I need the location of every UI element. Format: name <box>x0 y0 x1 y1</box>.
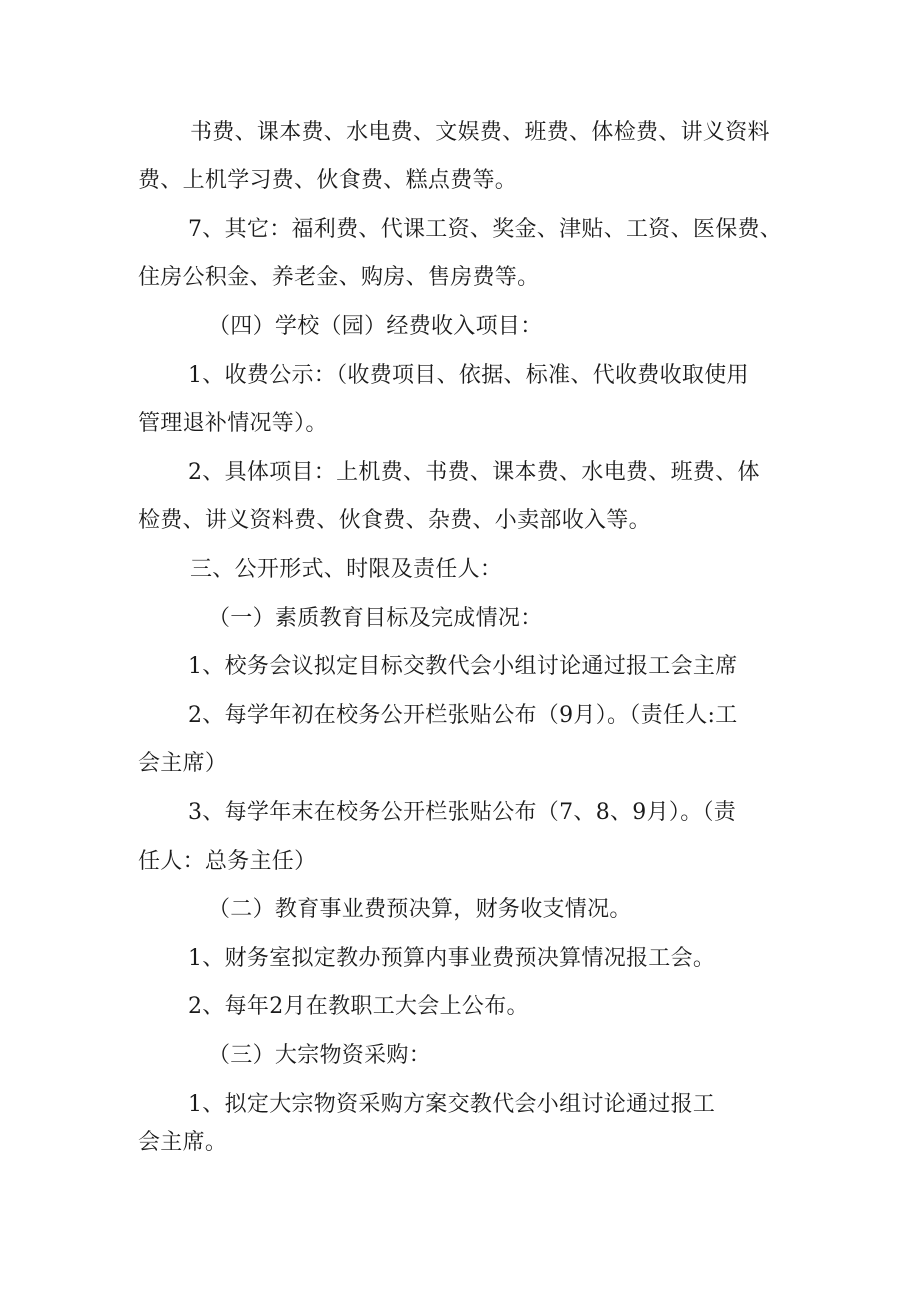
text-line: 2、每年2月在教职工大会上公布。 <box>188 994 529 1019</box>
text-line: 2、每学年初在校务公开栏张贴公布（9月）。（责任人:工 <box>188 703 738 728</box>
text-line: 7、其它：福利费、代课工资、奖金、津贴、工资、医保费、 <box>188 217 783 242</box>
text-line: 任人：总务主任） <box>138 849 317 874</box>
text-line: 3、每学年末在校务公开栏张贴公布（7、8、9月）。（责 <box>188 800 737 825</box>
section-heading: （一）素质教育目标及完成情况： <box>208 606 543 631</box>
text-line: 1、校务会议拟定目标交教代会小组讨论通过报工会主席 <box>188 654 738 679</box>
text-line: 2、具体项目：上机费、书费、课本费、水电费、班费、体 <box>188 460 760 485</box>
text-line: 1、收费公示：（收费项目、依据、标准、代收费收取使用 <box>188 363 749 388</box>
text-line: 1、财务室拟定教办预算内事业费预决算情况报工会。 <box>188 946 716 971</box>
text-line: 书费、课本费、水电费、文娱费、班费、体检费、讲义资料 <box>190 120 770 145</box>
section-heading: 三、公开形式、时限及责任人： <box>190 557 503 582</box>
text-line: 1、拟定大宗物资采购方案交教代会小组讨论通过报工 <box>188 1092 716 1117</box>
section-heading: （二）教育事业费预决算，财务收支情况。 <box>208 897 632 922</box>
text-line: 会主席） <box>138 751 228 776</box>
text-line: 住房公积金、养老金、购房、售房费等。 <box>138 265 540 290</box>
text-line: 费、上机学习费、伙食费、糕点费等。 <box>138 168 518 193</box>
text-line: 检费、讲义资料费、伙食费、杂费、小卖部收入等。 <box>138 508 651 533</box>
section-heading: （四）学校（园）经费收入项目： <box>208 314 543 339</box>
text-line: 管理退补情况等）。 <box>138 411 328 436</box>
section-heading: （三）大宗物资采购： <box>208 1043 432 1068</box>
text-line: 会主席。 <box>138 1130 228 1155</box>
